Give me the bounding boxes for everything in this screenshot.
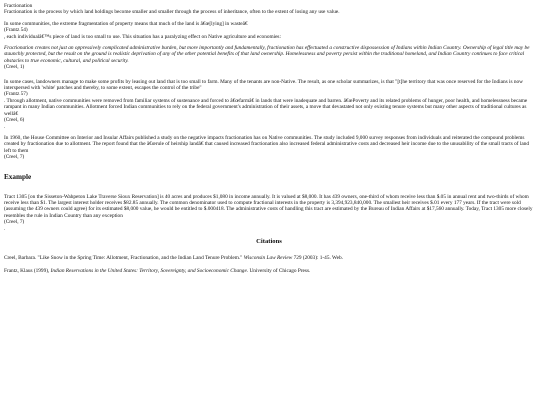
inline-citation: (Frantz 57) [4,91,28,98]
block-quote-creel [4,45,534,71]
paragraph-text: In some communities, the extreme fragmentation of property means that much of the land is â€œ[lying] in wasteâ€ [4,20,248,27]
trailing-period: . [4,123,6,130]
example-heading: Example [4,172,32,181]
paragraph-leasing [4,79,534,130]
paragraph-house-committee [4,135,534,161]
inline-citation: (Creel, 6) [4,117,25,124]
inline-citation: (Creel, 7) [4,219,25,226]
paragraph-fragmentation [4,21,534,40]
document-title: Fractionation [4,3,33,9]
inline-citation: (Creel, 1) [4,64,25,71]
citation-book: Indian Reservations in the United States: Territory, Sovereignty, and Socioeconomic Change. [50,268,249,275]
paragraph-text: In some cases, landowners manage to make some profits by leasing out land that is too small to farm. Many of the tenants are non-Native. The result, as one scholar summarizes, is that "[t]he territory that was once reserved for the Indians is now interspersed with 'white' patches and thereby, to some extent, escapes the control of the tribe" [4,78,523,92]
paragraph-text: , each individualâ€™s piece of land is too small to use. This situation has a paralyzing effect on Native agriculture and economies: [4,33,281,40]
paragraph-text: Tract 1305 [on the Sisseton-Wahpeton Lake Traverse Sioux Reservation] is 40 acres and produces $1,080 in income annually. It is valued at $8,000. It has 439 owners, one-third of whom receive less than $.05 in annual rent and two-thirds of whom receive less than $1. The largest interest holder receives $82.85 annually. The common denominator used to compute fractional interests in the property is 3,394,923,840,000. The smallest heir receives $.01 every 177 years. If the tract were sold (assuming the 439 owners could agree) for its estimated $8,000 value, he would be entitled to $.000418. The administrative costs of handling this tract are estimated by the Bureau of Indian Affairs at $17,560 annually. Today, Tract 1305 more closely resembles the rule in Indian Country than any exception [4,193,533,219]
citation-frantz [4,268,534,274]
inline-citation: (Frantz 54) [4,27,28,34]
example-paragraph [4,194,534,232]
citation-text: Frantz, Klaus (1999), [4,268,50,275]
quote-text: Fractionation creates not just an oppressively complicated administrative burden, but more importantly and fundamentally, fractionation has effectuated a constructive dispossession of Indians within Indian Country. Ownership of legal title may be staunchly protected, but the result on the ground is realistic deprivation of any of the other potential benefits of that land ownership. Homelessness and poverty persist within the traditional homeland, and Indian Country continues to face critical obstacles to true economic, cultural, and political security. [4,45,530,64]
citation-journal: Wisconsin Law Review [243,254,293,261]
citation-text: University of Chicago Press. [249,268,311,275]
intro-paragraph: Fractionation is the process by which land holdings become smaller and smaller through the process of inheritance, often to the extent of losing any use value. [4,9,340,16]
citation-text: Creel, Barbara. "Like Snow in the Spring Time: Allotment, Fractionation, and the Indian Land Tenure Problem." [4,254,243,261]
inline-citation: (Creel, 7) [4,154,25,161]
paragraph-text: . Through allotment, native communities were removed from familiar systems of sustenance and forced to â€œfarmâ€ in lands that were inadequate and barren. â€œPoverty and its related problems of hunger, poor health, and homelessness became rampant in many Indian communities. Allotment forced Indian communities to rely on the federal government's administration of their assets, a move that devastated not only existing tenure systems but many other aspects of traditional cultures as wellâ€ [4,97,528,117]
citations-heading: Citations [256,237,282,245]
citation-text: 729 (2003): 1-45. Web. [293,254,343,261]
paragraph-text: In 1960, the House Committee on Interior and Insular Affairs published a study on the negative impacts fractionation has on Native communities. The study included 9,000 survey responses from individuals and reiterated the compound problems created by fractionation due to allotment. The report found that the â€œrule of heirship landâ€ that caused increased fractionation also increased federal administrative costs and decreased heir income due to the unusability of the small tracts of land left to them [4,134,529,154]
citation-creel [4,255,534,261]
trailing-period: . [4,225,6,232]
